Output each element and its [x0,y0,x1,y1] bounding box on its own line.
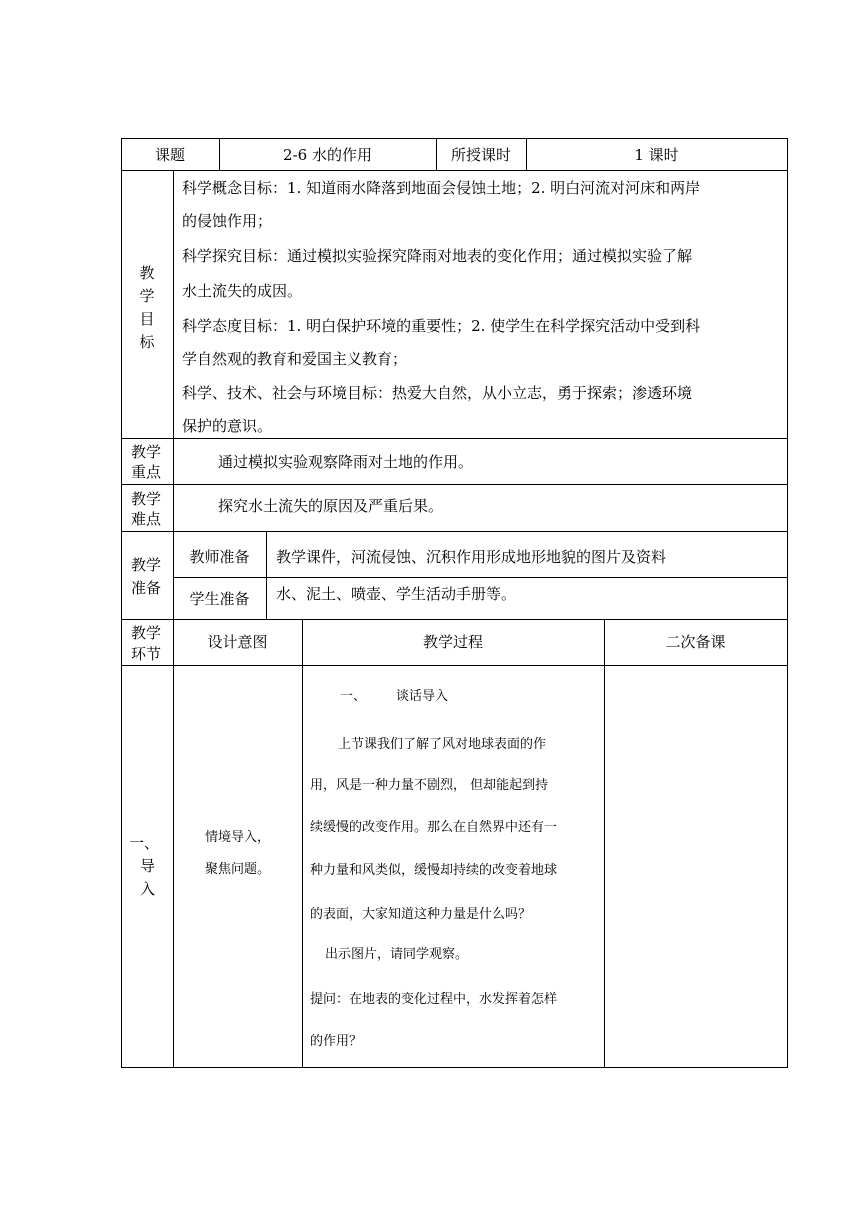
row-divider [121,531,788,532]
col-header-second: 二次备课 [665,633,726,651]
prep-label: 教学 [131,556,162,574]
goals-line: 保护的意识。 [182,417,273,435]
col-divider [266,531,267,620]
goals-label-char: 标 [139,333,155,351]
col-divider [173,170,174,1068]
col-header-stage: 环节 [131,645,162,663]
hours-value: 1 课时 [634,146,679,164]
col-header-stage: 教学 [131,624,162,642]
process-line: 续缓慢的改变作用。那么在自然界中还有一 [310,820,558,835]
key-point-label: 重点 [131,463,162,481]
topic-value: 2-6 水的作用 [283,146,372,164]
key-point-text: 通过模拟实验观察降雨对土地的作用。 [218,453,474,471]
teacher-prep-text: 教学课件，河流侵蚀、沉积作用形成地形地貌的图片及资料 [276,548,667,566]
goals-line: 科学概念目标：1. 知道雨水降落到地面会侵蚀土地；2. 明白河流对河床和两岸 [182,179,701,197]
key-point-label: 教学 [131,443,162,461]
table-border-right [787,138,788,1068]
process-line: 出示图片，请同学观察。 [325,947,469,962]
process-heading-number: 一、 [340,689,367,704]
process-line: 用，风是一种力量不剧烈， 但却能起到持 [310,778,549,793]
stage-label: 导 [140,857,156,875]
process-heading: 谈话导入 [396,689,449,704]
col-header-intent: 设计意图 [207,633,268,651]
stage-label: 入 [140,880,156,898]
intent-text: 情境导入， [204,830,270,845]
goals-label-char: 教 [139,264,155,282]
student-prep-label: 学生准备 [189,590,250,608]
col-header-process: 教学过程 [422,633,483,651]
col-divider [302,619,303,1068]
goals-line: 水土流失的成因。 [182,282,303,300]
process-line: 的作用？ [310,1034,363,1049]
topic-label: 课题 [154,146,185,164]
row-divider [121,170,788,171]
table-border-top [121,138,788,139]
goals-label-char: 学 [139,287,155,305]
table-border-left [121,138,122,1068]
goals-line: 学自然观的教育和爱国主义教育； [182,350,408,368]
goals-label-char: 目 [139,310,155,328]
process-line: 的表面，大家知道这种力量是什么吗？ [310,907,532,922]
difficulty-label: 难点 [131,510,162,528]
row-divider [121,438,788,439]
intent-text: 聚焦问题。 [204,862,270,877]
process-line: 上节课我们了解了风对地球表面的作 [338,737,547,752]
stage-label: 一、 [129,834,160,852]
process-line: 提问：在地表的变化过程中，水发挥着怎样 [310,992,558,1007]
table-border-bottom [121,1067,788,1068]
row-divider [121,619,788,620]
student-prep-text: 水、泥土、喷壶、学生活动手册等。 [276,585,517,603]
goals-line: 科学、技术、社会与环境目标：热爱大自然，从小立志，勇于探索；渗透环境 [182,384,693,402]
col-divider [604,619,605,1068]
prep-label: 准备 [131,579,162,597]
goals-line: 科学态度目标：1. 明白保护环境的重要性；2. 使学生在科学探究活动中受到科 [182,317,701,335]
process-line: 种力量和风类似，缓慢却持续的改变着地球 [310,863,558,878]
goals-line: 的侵蚀作用； [182,212,273,230]
row-divider [121,484,788,485]
difficulty-text: 探究水土流失的原因及严重后果。 [218,497,444,515]
hours-label: 所授课时 [450,146,511,164]
difficulty-label: 教学 [131,490,162,508]
teacher-prep-label: 教师准备 [189,548,250,566]
goals-line: 科学探究目标：通过模拟实验探究降雨对地表的变化作用；通过模拟实验了解 [182,247,693,265]
row-divider [121,665,788,666]
